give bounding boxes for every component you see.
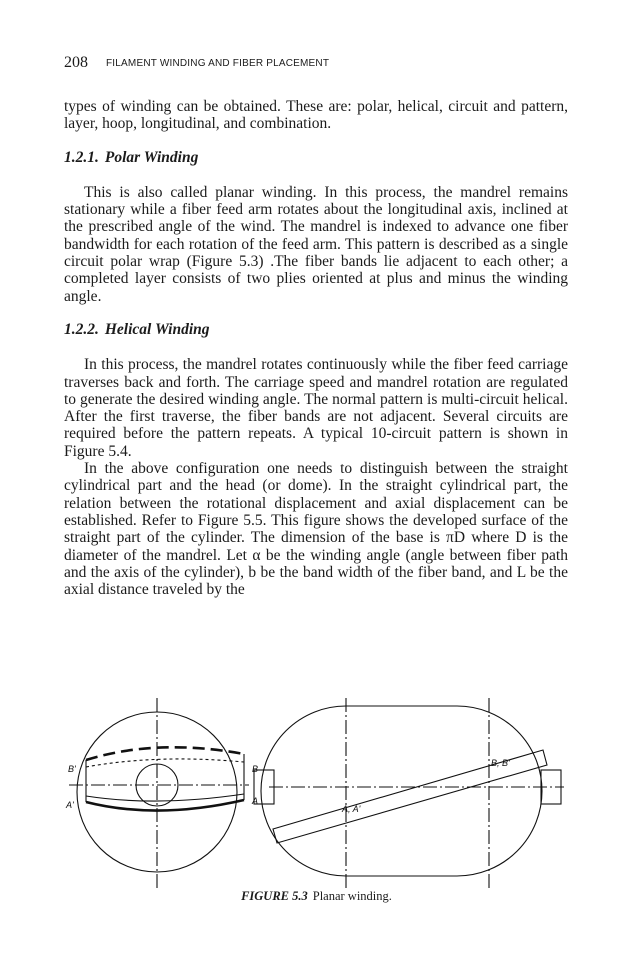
label-a: A	[252, 796, 259, 806]
label-b-prime: B'	[68, 764, 76, 774]
section-heading-helical	[64, 321, 568, 338]
helical-paragraph-2: In the above configuration one needs to distinguish between the straight cylindrical part and the head (or dome). In the straight cylindrical part, the relation between the rotational displacement and axial displacement can be established. Refer to Figure 5.5. This figure shows the developed surface of the straight part of the cylinder. The dimension of the base is πD where D is the diameter of the mandrel. Let α be the winding angle (angle between fiber path and the axis of the cylinder), b be the band width of the fiber band, and L be the axial distance traveled by the	[64, 460, 568, 599]
body-text	[64, 98, 568, 598]
planar-winding-figure	[64, 690, 569, 905]
figure-caption	[0, 889, 633, 904]
section-title: Polar Winding	[104, 148, 199, 166]
lower-band-visible-thin	[86, 794, 244, 801]
section-heading-polar	[64, 149, 568, 166]
label-b: B	[252, 764, 259, 774]
upper-band-hidden-thick	[86, 747, 244, 760]
lower-band-visible-thick	[86, 800, 244, 811]
running-head-title: FILAMENT WINDING AND FIBER PLACEMENT	[106, 58, 330, 69]
caption-label: FIGURE 5.3	[241, 889, 308, 903]
label-a-a-prime: A, A'	[342, 804, 361, 814]
polar-paragraph: This is also called planar winding. In this process, the mandrel remains stationary while a fiber feed arm rotates about the longitudinal axis, inclined at the prescribed angle of the wind. The mandrel is indexed to advance one fiber bandwidth for each rotation of the feed arm. This pattern is described as a single circuit polar wrap (Figure 5.3) .The fiber bands lie adjacent to each other; a completed layer consists of two plies oriented at plus and minus the winding angle.	[64, 183, 568, 305]
caption-text: Planar winding.	[312, 889, 392, 903]
label-a-prime: A'	[66, 800, 74, 810]
section-number: 1.2.1.	[64, 148, 99, 166]
helical-paragraph-1: In this process, the mandrel rotates continuously while the fiber feed carriage traverses back and forth. The carriage speed and mandrel rotation are regulated to generate the desired winding angle. The normal pattern is multi-circuit helical. After the first traverse, the fiber bands are not adjacent. Several circuits are required before the pattern repeats. A typical 10-circuit pattern is shown in Figure 5.4.	[64, 356, 568, 460]
intro-paragraph: types of winding can be obtained. These are: polar, helical, circuit and pattern, layer, hoop, longitudinal, and combination.	[64, 98, 568, 133]
running-head	[64, 54, 329, 72]
label-b-b-prime: B, B'	[491, 758, 510, 768]
page-number: 208	[64, 54, 88, 71]
section-number: 1.2.2.	[64, 320, 99, 338]
section-title: Helical Winding	[104, 320, 210, 338]
